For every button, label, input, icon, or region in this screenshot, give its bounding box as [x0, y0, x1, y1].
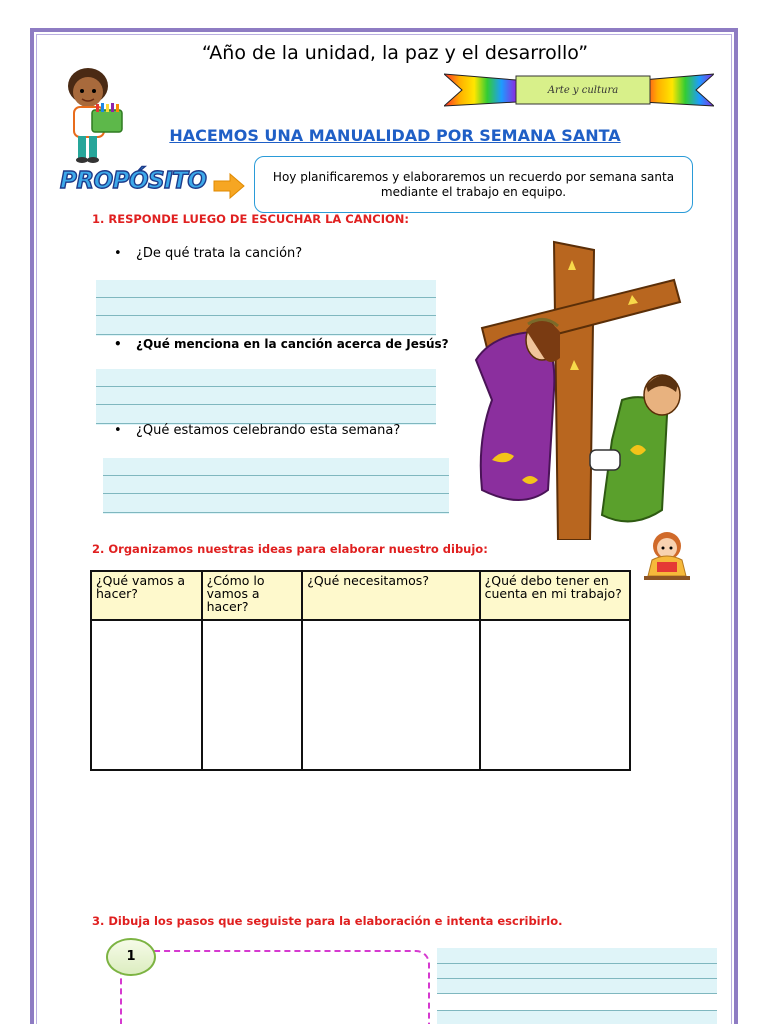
ideas-table [90, 570, 631, 771]
answer-lines-2[interactable] [96, 369, 436, 425]
question-2: • ¿Qué menciona en la canción acerca de Jesús? [114, 337, 449, 351]
girl-reading-icon [640, 530, 694, 582]
area-banner-label: Arte y cultura [547, 85, 619, 96]
question-3-text: ¿Qué estamos celebrando esta semana? [136, 423, 401, 438]
step-1-writing-lines[interactable] [437, 948, 717, 994]
year-motto: “Año de la unidad, la paz y el desarrollo” [201, 42, 589, 64]
answer-lines-1[interactable] [96, 280, 436, 336]
column-header-considerations: ¿Qué debo tener en cuenta en mi trabajo? [480, 571, 630, 620]
step-number-badge: 1 [106, 938, 156, 976]
arrow-right-icon [212, 172, 246, 200]
answer-cell-how[interactable] [202, 620, 303, 770]
answer-cell-considerations[interactable] [480, 620, 630, 770]
question-2-text: ¿Qué menciona en la canción acerca de Jesús? [136, 337, 449, 351]
question-3: • ¿Qué estamos celebrando esta semana? [114, 423, 401, 438]
column-header-what: ¿Qué vamos a hacer? [91, 571, 202, 620]
section-1-heading: 1. RESPONDE LUEGO DE ESCUCHAR LA CANCION: [92, 212, 409, 226]
column-header-how: ¿Cómo lo vamos a hacer? [202, 571, 303, 620]
purpose-text-box [254, 156, 693, 213]
boy-with-crayons-icon [58, 66, 128, 164]
drawing-box-step-1[interactable] [120, 950, 430, 1024]
jesus-carrying-cross-icon [462, 240, 682, 540]
section-2-heading: 2. Organizamos nuestras ideas para elaborar nuestro dibujo: [92, 542, 488, 556]
answer-cell-what[interactable] [91, 620, 202, 770]
section-3-heading: 3. Dibuja los pasos que seguiste para la elaboración e intenta escribirlo. [92, 914, 563, 928]
question-1: • ¿De qué trata la canción? [114, 246, 303, 261]
column-header-materials: ¿Qué necesitamos? [302, 571, 479, 620]
answer-cell-materials[interactable] [302, 620, 479, 770]
question-1-text: ¿De qué trata la canción? [136, 246, 303, 261]
page-title: HACEMOS UNA MANUALIDAD POR SEMANA SANTA [169, 126, 621, 145]
purpose-label: PROPÓSITO [60, 168, 207, 194]
step-2-writing-lines[interactable] [437, 1010, 717, 1024]
answer-lines-3[interactable] [103, 458, 449, 514]
purpose-label-graphic [60, 168, 250, 204]
purpose-text: Hoy planificaremos y elaboraremos un recuerdo por semana santa mediante el trabajo en equipo. [272, 169, 675, 199]
